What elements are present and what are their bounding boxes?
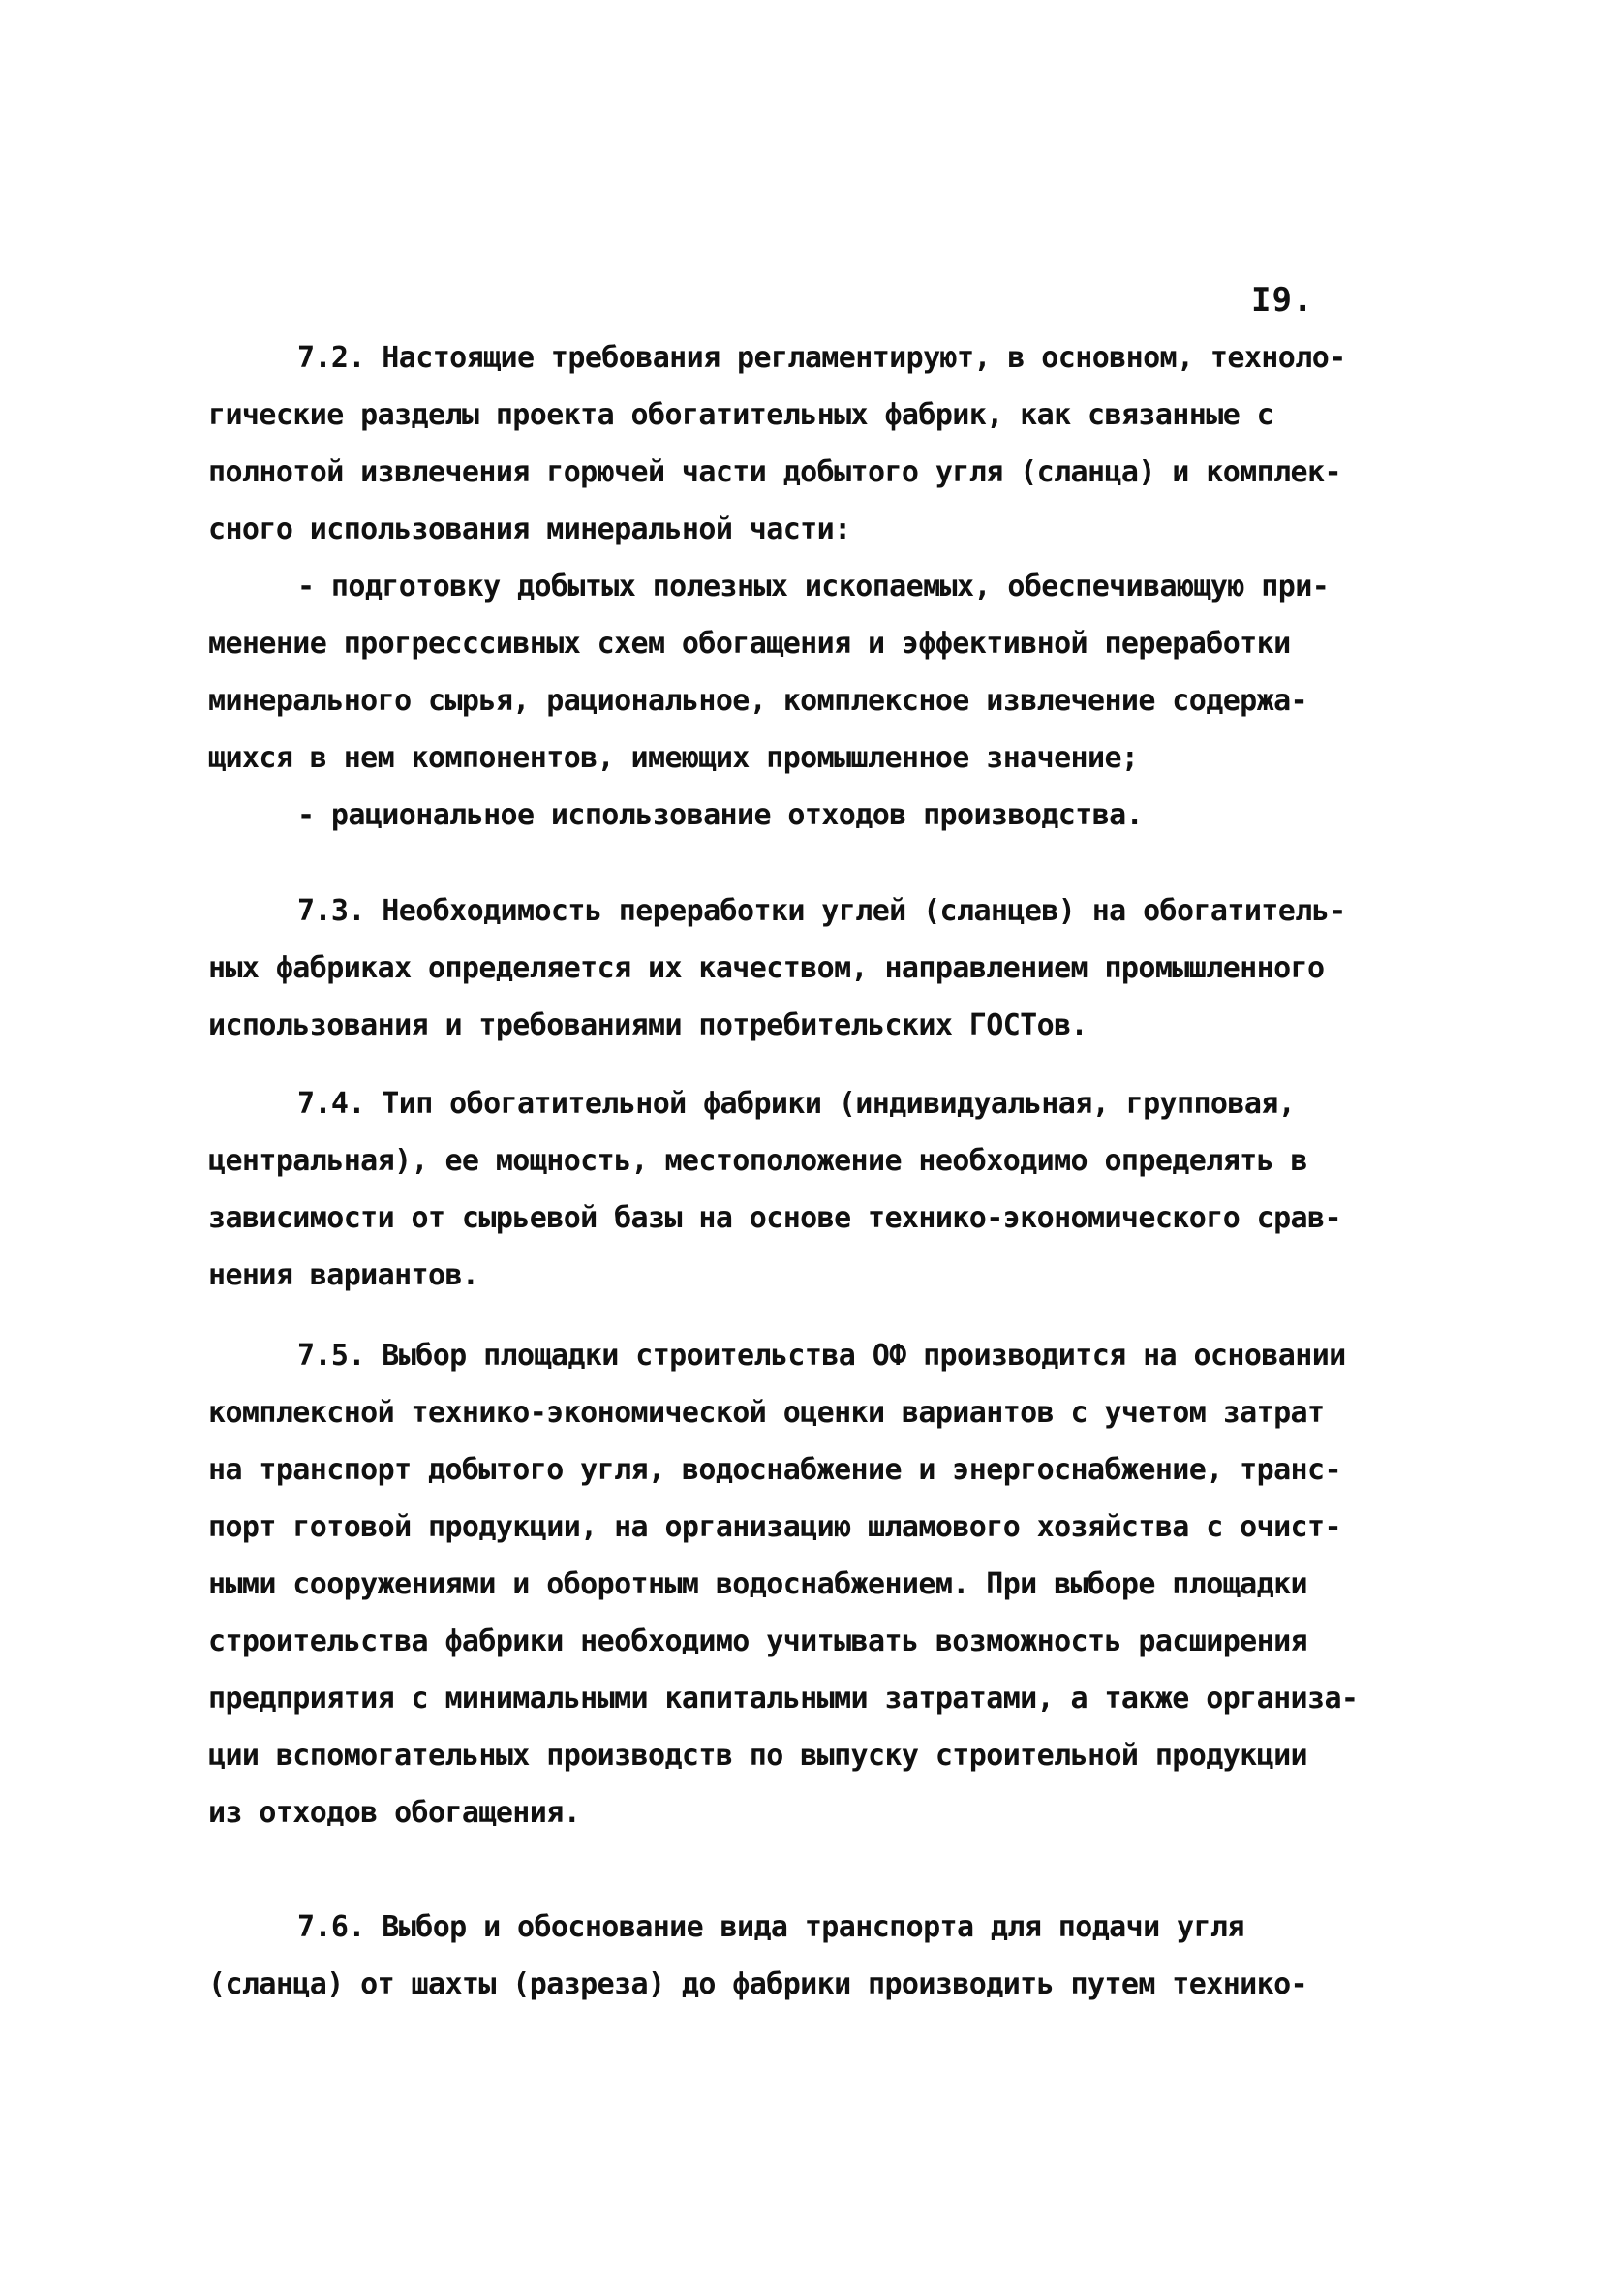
- paragraph-line: из отходов обогащения.: [208, 1796, 581, 1830]
- paragraph-line: комплексной технико-экономической оценки вариантов с учетом затрат: [208, 1396, 1325, 1430]
- section-7-4: [208, 1075, 1457, 1304]
- paragraph-line: 7.5. Выбор площадки строительства ОФ производится на основании: [297, 1339, 1346, 1373]
- paragraph-line: ных фабриках определяется их качеством, направлением промышленного: [208, 951, 1325, 985]
- list-item-line: минерального сырья, рациональное, комплексное извлечение содержа-: [208, 684, 1307, 718]
- section-7-5: [208, 1327, 1457, 1841]
- list-item-line: щихся в нем компонентов, имеющих промышленное значение;: [208, 741, 1139, 775]
- paragraph-line: центральная), ее мощность, местоположение необходимо определять в: [208, 1144, 1307, 1178]
- paragraph-line: ными сооружениями и оборотным водоснабжением. При выборе площадки: [208, 1567, 1307, 1601]
- paragraph-line: сного использования минеральной части:: [208, 512, 851, 546]
- section-7-2: [208, 329, 1457, 844]
- section-7-6: [208, 1899, 1457, 2013]
- paragraph-line: нения вариантов.: [208, 1258, 479, 1292]
- paragraph-line: строительства фабрики необходимо учитывать возможность расширения: [208, 1624, 1307, 1658]
- paragraph-line: гические разделы проекта обогатительных фабрик, как связанные с: [208, 398, 1274, 432]
- section-7-3: [208, 882, 1457, 1054]
- paragraph-line: на транспорт добытого угля, водоснабжение и энергоснабжение, транс-: [208, 1453, 1341, 1487]
- paragraph-line: 7.6. Выбор и обоснование вида транспорта для подачи угля: [297, 1910, 1244, 1944]
- list-item-line: менение прогресссивных схем обогащения и эффективной переработки: [208, 627, 1291, 661]
- paragraph-line: полнотой извлечения горючей части добытого угля (сланца) и комплек-: [208, 455, 1341, 489]
- paragraph-line: зависимости от сырьевой базы на основе технико-экономического срав-: [208, 1201, 1341, 1235]
- list-item-line: - подготовку добытых полезных ископаемых, обеспечивающую при-: [297, 570, 1330, 603]
- paragraph-line: (сланца) от шахты (разреза) до фабрики производить путем технико-: [208, 1967, 1307, 2001]
- paragraph-line: предприятия с минимальными капитальными затратами, а также организа-: [208, 1682, 1359, 1716]
- paragraph-line: порт готовой продукции, на организацию шламового хозяйства с очист-: [208, 1510, 1341, 1544]
- paragraph-line: использования и требованиями потребительских ГОСТов.: [208, 1008, 1088, 1042]
- paragraph-line: 7.2. Настоящие требования регламентируют, в основном, техноло-: [297, 341, 1346, 375]
- paragraph-line: 7.4. Тип обогатительной фабрики (индивидуальная, групповая,: [297, 1087, 1296, 1121]
- list-item-line: - рациональное использование отходов производства.: [297, 798, 1144, 832]
- page-number: I9.: [1251, 281, 1314, 320]
- paragraph-line: ции вспомогательных производств по выпуску строительной продукции: [208, 1739, 1307, 1773]
- paragraph-line: 7.3. Необходимость переработки углей (сланцев) на обогатитель-: [297, 894, 1346, 928]
